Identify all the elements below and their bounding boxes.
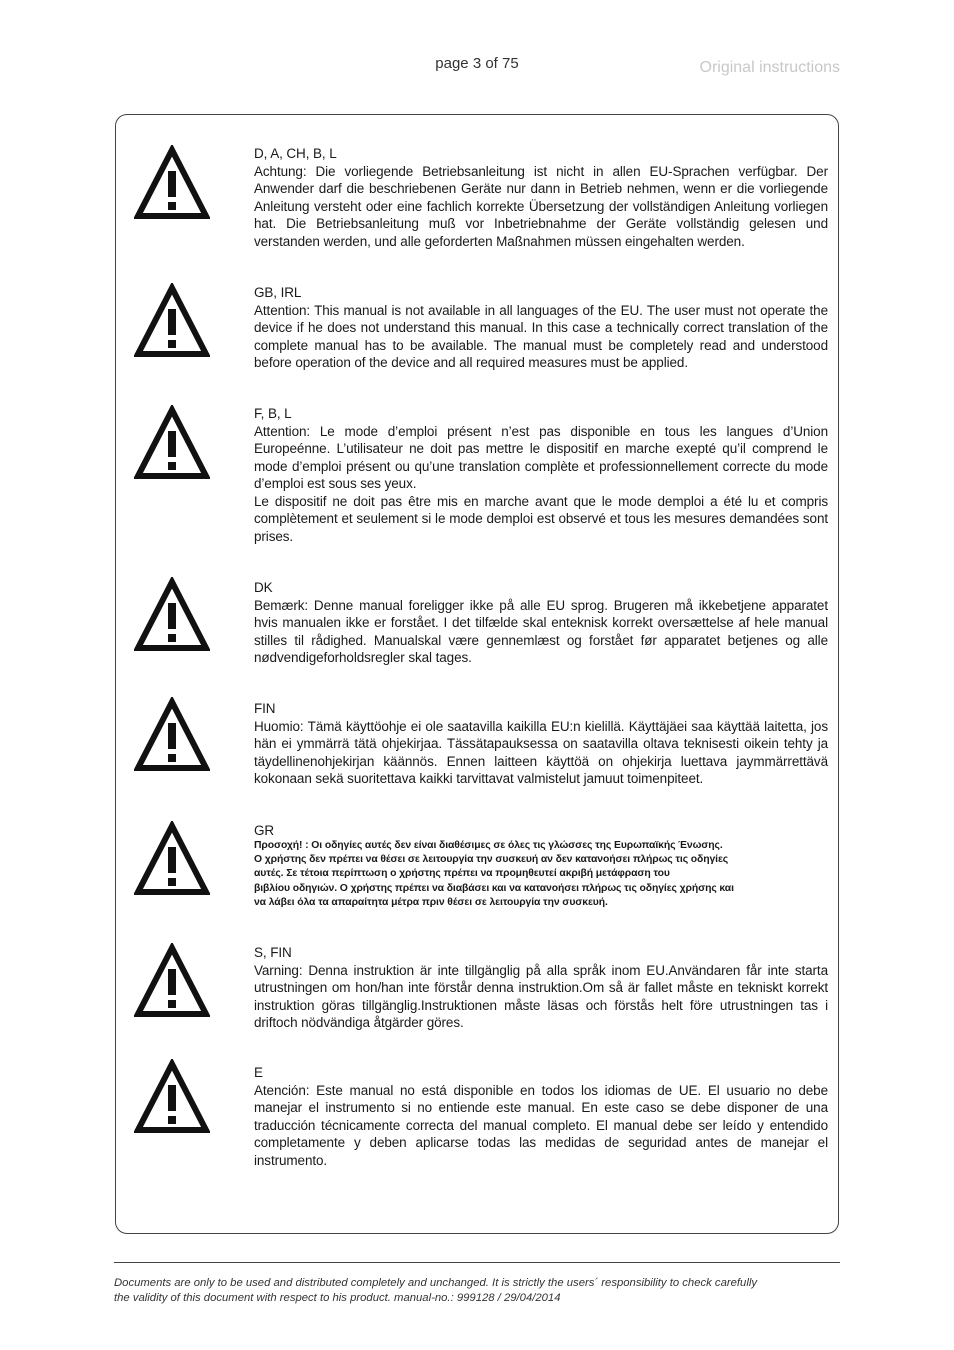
warning-paragraph: Attention: Le mode d’emploi présent n’est pas disponible en tous les langues d’Union Europeénne. L’utilisateur ne doit pas mettre le dispositif en marche exepté qu’il comprend le mode d’emploi présent ou qu’une translation complète et professionnellement correcte du mode d’emploi est sous ses yeux. [254, 423, 828, 491]
warning-paragraph: Attention: This manual is not available in all languages of the EU. The user must not operate the device if he does not understand this manual. In this case a technically correct translation of the complete manual has to be available. The manual must be completely read and understood before operation of the device and all required measures must be applied. [254, 302, 828, 370]
warning-triangle-icon [134, 821, 210, 897]
footer-line: Documents are only to be used and distributed completely and unchanged. It is strictly the users´ responsibility to check carefully [114, 1277, 757, 1289]
language-codes: D, A, CH, B, L [254, 146, 337, 161]
warning-paragraph: Bemærk: Denne manual foreligger ikke på alle EU sprog. Brugeren må ikkebetjene apparatet hvis manualen ikke er forstået. I det tilfælde skal enteknisk korrekt oversættelse af hele manual stilles til rådighed. Manualskal være gennemlæst og forstået før apparatet betjenes og alle nødvendigeforholdsregler skal tages. [254, 597, 828, 665]
warning-triangle-icon [134, 697, 210, 773]
footer-divider [114, 1262, 840, 1263]
warnings-frame [115, 114, 839, 1234]
warning-triangle-icon [134, 943, 210, 1019]
language-codes: DK [254, 580, 273, 595]
language-codes: E [254, 1065, 263, 1080]
language-codes: F, B, L [254, 406, 292, 421]
warning-line: Ο χρήστης δεν πρέπει να θέσει σε λειτουργία την συσκευή αν δεν κατανοήσει πλήρως τις οδηγίες [254, 854, 729, 866]
warning-paragraph: Atención: Este manual no está disponible en todos los idiomas de UE. El usuario no debe manejar el instrumento si no entiende este manual. En este caso se debe disponer de una traducción técnicamente correcta del manual completo. El manual debe ser leído y entendido completamente y deben aplicarse todas las medidas de seguridad antes de manejar el instrumento. [254, 1082, 828, 1168]
language-codes: GB, IRL [254, 285, 302, 300]
warning-triangle-icon [134, 405, 210, 481]
warning-triangle-icon [134, 145, 210, 221]
warning-paragraph: Huomio: Tämä käyttöohje ei ole saatavilla kaikilla EU:n kielillä. Käyttäjäei saa käyttää laitetta, jos hän ei ymmärrä tätä ohjekirjaa. Tässätapauksessa on saatavilla oltava teknisesti oikein tehty ja täydellinenohjekirjan käännös. Ennen laitteen käyttöä on ohjekirja luettava jaymmärrettävä kokonaan sekä suoritettava kaikki tarvittavat valmistelut jamuut toimenpiteet. [254, 718, 828, 786]
warning-triangle-icon [134, 577, 210, 653]
page-number: page 3 of 75 [435, 55, 519, 72]
document-type-label: Original instructions [699, 59, 840, 76]
warning-line: να λάβει όλα τα απαραίτητα μέτρα πριν θέσει σε λειτουργία την συσκευή. [254, 896, 608, 908]
warning-line: βιβλίου οδηγιών. Ο χρήστης πρέπει να διαβάσει και να κατανοήσει πλήρως τις οδηγίες χρήσης και [254, 882, 734, 894]
language-codes: FIN [254, 701, 276, 716]
warning-paragraph: Achtung: Die vorliegende Betriebsanleitung ist nicht in allen EU-Sprachen verfügbar. Der Anwender darf die beschriebenen Geräte nur dann in Betrieb nehmen, wenn er die vorliegende Anleitung versteht oder eine fachlich korrekte Übersetzung der vollständigen Anleitung vorliegen hat. Die Betriebsanleitung muß vor Inbetriebnahme der Geräte vollständig gelesen und verstanden werden, und alle geforderten Maßnahmen müssen eingehalten werden. [254, 163, 828, 249]
footer-line: the validity of this document with respect to his product. manual-no.: 999128 / 29/04/2014 [114, 1292, 561, 1304]
warning-paragraph: Le dispositif ne doit pas être mis en marche avant que le mode demploi a été lu et compris complètement et seulement si le mode demploi est observé et tous les mesures demandées sont prises. [254, 493, 828, 544]
warning-triangle-icon [134, 283, 210, 359]
warning-paragraph: Varning: Denna instruktion är inte tillgänglig på alla språk inom EU.Användaren får inte starta utrustningen om hon/han inte förstår denna instruktion.Om så är fallet måste en tekniskt korrekt instruktion göras tillgänglig.Instruktionen måste läsas och förstås helt före utrustningen tas i driftoch nödvändiga åtgärder göres. [254, 962, 828, 1030]
footer-disclaimer [114, 1276, 844, 1306]
language-codes: GR [254, 823, 275, 838]
language-codes: S, FIN [254, 945, 292, 960]
warning-line: Προσοχή! : Οι οδηγίες αυτές δεν είναι διαθέσιμες σε όλες τις γλώσσες της Ευρωπαϊκής Ένωσης. [254, 840, 723, 851]
warning-triangle-icon [134, 1059, 210, 1135]
warning-line: αυτές. Σε τέτοια περίπτωση ο χρήστης πρέπει να προμηθευτεί ακριβή μετάφραση του [254, 868, 670, 880]
